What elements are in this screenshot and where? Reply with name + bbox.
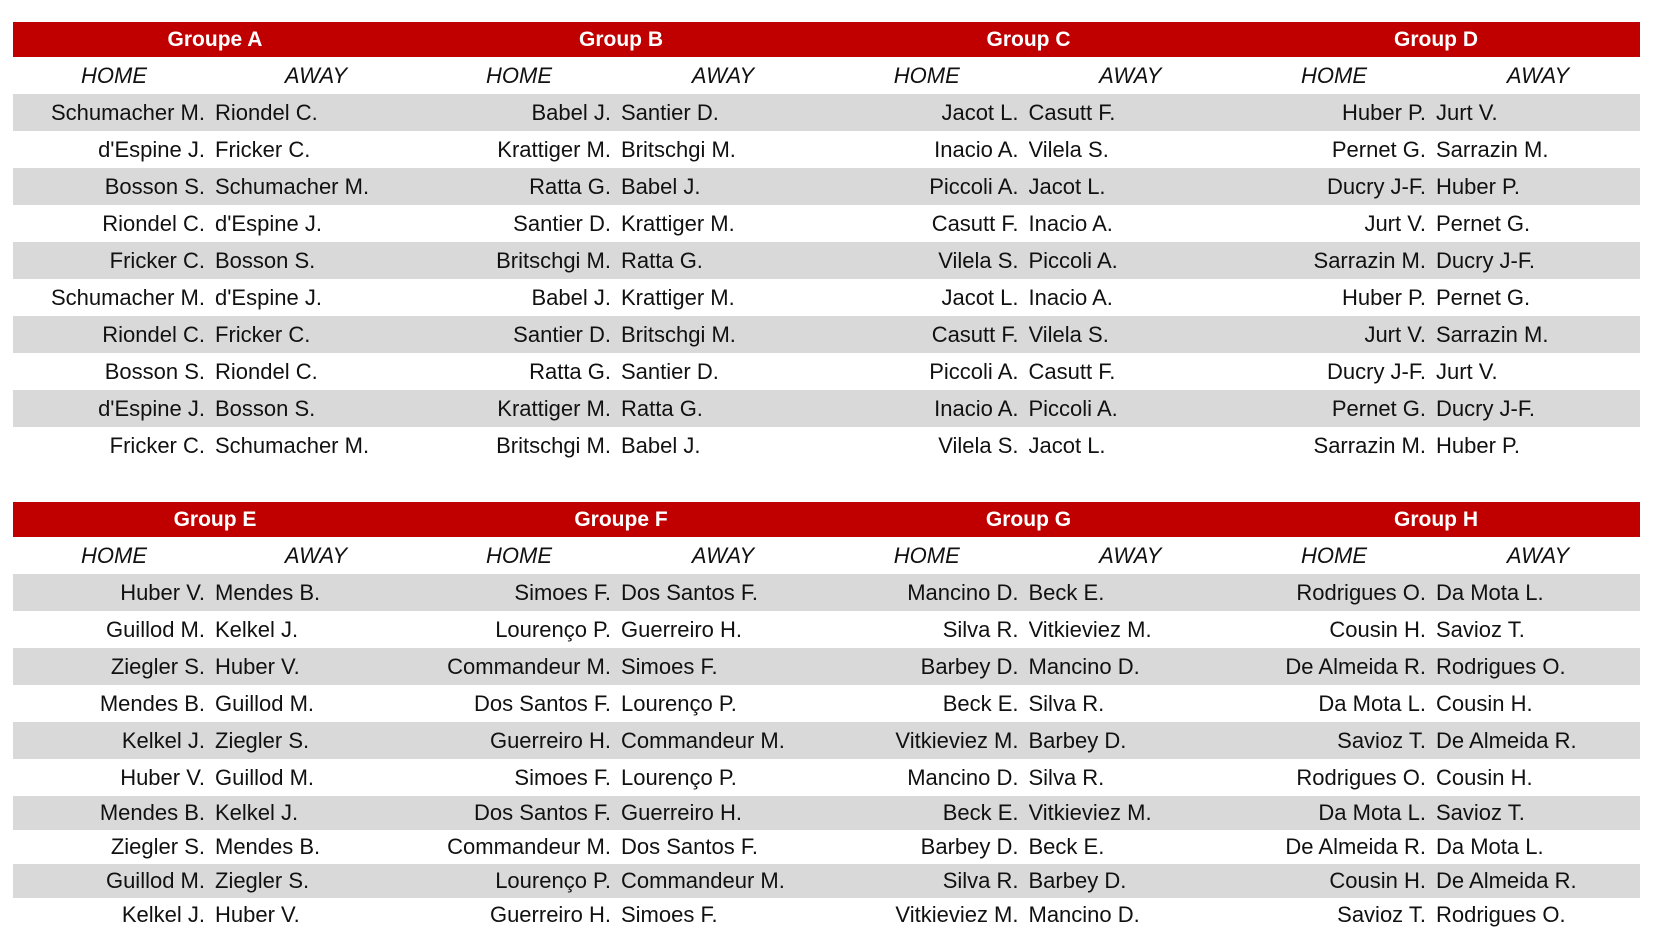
away-player: Ratta G. (621, 248, 703, 273)
away-player: Barbey D. (1028, 728, 1127, 753)
away-player: Inacio A. (1028, 285, 1113, 310)
home-player: Jacot L. (941, 100, 1019, 125)
home-player: Schumacher M. (50, 100, 205, 125)
away-player: Huber P. (1436, 433, 1520, 458)
home-player: Savioz T. (1337, 728, 1426, 753)
home-player: Kelkel J. (121, 728, 205, 753)
away-player: Huber V. (215, 902, 300, 927)
home-player: Mendes B. (99, 691, 205, 716)
home-player: Piccoli A. (929, 174, 1019, 199)
table-row (13, 759, 1640, 796)
away-label: AWAY (284, 543, 348, 568)
away-player: Schumacher M. (215, 433, 370, 458)
home-player: Commandeur M. (447, 654, 611, 679)
home-player: Santier D. (513, 322, 611, 347)
home-player: Guerreiro H. (489, 902, 611, 927)
home-label: HOME (1301, 543, 1367, 568)
away-player: Silva R. (1028, 765, 1105, 790)
away-player: Fricker C. (215, 137, 311, 162)
table-row (13, 353, 1640, 390)
away-player: Sarrazin M. (1436, 322, 1549, 347)
away-player: Dos Santos F. (621, 834, 758, 859)
home-player: Santier D. (513, 211, 611, 236)
home-player: Da Mota L. (1318, 800, 1426, 825)
home-player: Vilela S. (938, 433, 1019, 458)
home-player: Pernet G. (1331, 396, 1426, 421)
away-player: Rodrigues O. (1436, 902, 1566, 927)
home-player: Barbey D. (920, 834, 1019, 859)
column-header-row (13, 537, 1640, 574)
away-player: Santier D. (621, 100, 719, 125)
table-row (13, 316, 1640, 353)
group-header-bar (13, 22, 1640, 57)
away-player: Guerreiro H. (621, 617, 743, 642)
away-player: Babel J. (621, 433, 701, 458)
home-player: Ziegler S. (110, 654, 205, 679)
away-player: Vilela S. (1028, 137, 1109, 162)
table-row (13, 722, 1640, 759)
home-label: HOME (486, 63, 552, 88)
table-row (13, 648, 1640, 685)
home-player: Huber P. (1342, 285, 1426, 310)
home-player: Bosson S. (104, 174, 205, 199)
home-player: Ratta G. (529, 174, 611, 199)
table-row (13, 427, 1640, 464)
away-player: Savioz T. (1436, 800, 1525, 825)
home-player: Ziegler S. (110, 834, 205, 859)
home-player: Huber P. (1342, 100, 1426, 125)
home-player: Kelkel J. (121, 902, 205, 927)
group-title: Group G (985, 508, 1072, 531)
home-player: Cousin H. (1329, 617, 1426, 642)
home-player: Lourenço P. (495, 617, 611, 642)
away-player: Pernet G. (1436, 211, 1531, 236)
home-player: Guillod M. (105, 868, 205, 893)
home-player: Dos Santos F. (474, 800, 611, 825)
home-player: Fricker C. (109, 433, 205, 458)
away-player: Mancino D. (1028, 902, 1140, 927)
away-player: Cousin H. (1436, 765, 1533, 790)
home-label: HOME (893, 63, 960, 88)
away-player: Jacot L. (1028, 433, 1106, 458)
away-player: Da Mota L. (1436, 834, 1544, 859)
home-player: Mendes B. (99, 800, 205, 825)
home-player: Babel J. (531, 285, 611, 310)
away-player: Krattiger M. (621, 211, 735, 236)
away-player: Jurt V. (1436, 100, 1498, 125)
home-player: Fricker C. (109, 248, 205, 273)
away-label: AWAY (1099, 63, 1162, 88)
away-label: AWAY (1506, 63, 1570, 88)
home-player: Guillod M. (105, 617, 205, 642)
home-player: Vilela S. (938, 248, 1019, 273)
home-player: Cousin H. (1329, 868, 1426, 893)
home-player: Beck E. (942, 691, 1019, 716)
home-player: Jacot L. (941, 285, 1019, 310)
away-label: AWAY (1099, 543, 1162, 568)
home-player: d'Espine J. (98, 137, 205, 162)
away-player: Da Mota L. (1436, 580, 1544, 605)
away-player: Mancino D. (1028, 654, 1140, 679)
table-row (13, 131, 1640, 168)
table-row (13, 242, 1640, 279)
home-player: Guerreiro H. (489, 728, 611, 753)
home-player: Rodrigues O. (1296, 765, 1426, 790)
group-title: Group H (1394, 508, 1478, 531)
away-player: Huber V. (215, 654, 300, 679)
away-player: Vitkieviez M. (1028, 800, 1152, 825)
group-title: Group D (1394, 28, 1478, 51)
home-player: Beck E. (942, 800, 1019, 825)
away-player: Mendes B. (215, 580, 321, 605)
away-player: Casutt F. (1028, 359, 1116, 384)
group-title: Groupe F (574, 508, 668, 531)
table-row (13, 279, 1640, 316)
away-player: De Almeida R. (1436, 868, 1577, 893)
group-title: Group E (173, 508, 257, 531)
home-player: Mancino D. (907, 765, 1019, 790)
away-player: Pernet G. (1436, 285, 1531, 310)
home-player: Babel J. (531, 100, 611, 125)
home-label: HOME (81, 543, 147, 568)
home-label: HOME (486, 543, 552, 568)
away-player: Guillod M. (215, 765, 315, 790)
away-player: Kelkel J. (215, 617, 299, 642)
home-label: HOME (81, 63, 147, 88)
home-player: Schumacher M. (50, 285, 205, 310)
away-player: Babel J. (621, 174, 701, 199)
home-player: Bosson S. (104, 359, 205, 384)
away-player: Ducry J-F. (1436, 396, 1535, 421)
away-player: Simoes F. (621, 654, 718, 679)
home-player: Dos Santos F. (474, 691, 611, 716)
away-player: Bosson S. (215, 396, 316, 421)
away-player: Cousin H. (1436, 691, 1533, 716)
away-player: Britschgi M. (621, 137, 736, 162)
table-row (13, 390, 1640, 427)
home-player: Vitkieviez M. (895, 902, 1019, 927)
away-player: Commandeur M. (621, 728, 785, 753)
schedule-bottom (13, 502, 1640, 932)
away-player: Jacot L. (1028, 174, 1106, 199)
home-player: Simoes F. (514, 765, 611, 790)
home-player: Casutt F. (931, 211, 1019, 236)
home-player: Vitkieviez M. (895, 728, 1019, 753)
match-rows (13, 94, 1640, 464)
away-player: Dos Santos F. (621, 580, 758, 605)
table-row (13, 685, 1640, 722)
table-row (13, 898, 1640, 932)
away-label: AWAY (691, 63, 755, 88)
away-player: Kelkel J. (215, 800, 299, 825)
home-player: Lourenço P. (495, 868, 611, 893)
away-player: Ziegler S. (215, 868, 310, 893)
away-player: Bosson S. (215, 248, 316, 273)
away-player: Fricker C. (215, 322, 311, 347)
away-player: Lourenço P. (621, 765, 737, 790)
away-player: Silva R. (1028, 691, 1105, 716)
home-player: Casutt F. (931, 322, 1019, 347)
table-row (13, 205, 1640, 242)
home-player: d'Espine J. (98, 396, 205, 421)
home-player: Commandeur M. (447, 834, 611, 859)
home-player: Piccoli A. (929, 359, 1019, 384)
table-row (13, 168, 1640, 205)
away-player: Barbey D. (1028, 868, 1127, 893)
home-player: Britschgi M. (496, 433, 611, 458)
away-player: Inacio A. (1028, 211, 1113, 236)
table-row (13, 864, 1640, 898)
group-title: Group C (986, 28, 1071, 51)
away-player: De Almeida R. (1436, 728, 1577, 753)
home-label: HOME (1301, 63, 1367, 88)
away-player: Piccoli A. (1028, 396, 1118, 421)
table-row (13, 94, 1640, 131)
table-row (13, 830, 1640, 864)
away-player: d'Espine J. (215, 211, 322, 236)
away-player: Casutt F. (1028, 100, 1116, 125)
away-player: Riondel C. (215, 359, 318, 384)
home-player: Huber V. (120, 765, 205, 790)
match-rows (13, 574, 1640, 932)
home-player: Riondel C. (102, 211, 205, 236)
table-row (13, 796, 1640, 830)
home-player: Sarrazin M. (1313, 248, 1426, 273)
away-player: Sarrazin M. (1436, 137, 1549, 162)
home-label: HOME (893, 543, 960, 568)
home-player: De Almeida R. (1285, 834, 1426, 859)
schedule-top (13, 22, 1640, 464)
away-player: Savioz T. (1436, 617, 1525, 642)
home-player: Silva R. (942, 868, 1019, 893)
away-player: Commandeur M. (621, 868, 785, 893)
away-player: Santier D. (621, 359, 719, 384)
home-player: Mancino D. (907, 580, 1019, 605)
away-player: Mendes B. (215, 834, 321, 859)
home-player: Barbey D. (920, 654, 1019, 679)
away-player: Lourenço P. (621, 691, 737, 716)
home-player: Britschgi M. (496, 248, 611, 273)
away-player: Schumacher M. (215, 174, 370, 199)
away-player: Piccoli A. (1028, 248, 1118, 273)
away-label: AWAY (691, 543, 755, 568)
home-player: Pernet G. (1331, 137, 1426, 162)
away-player: Rodrigues O. (1436, 654, 1566, 679)
column-header-row (13, 57, 1640, 94)
home-player: Silva R. (942, 617, 1019, 642)
away-player: Krattiger M. (621, 285, 735, 310)
away-label: AWAY (284, 63, 348, 88)
away-player: Guillod M. (215, 691, 315, 716)
away-label: AWAY (1506, 543, 1570, 568)
group-header-bar (13, 502, 1640, 537)
home-player: Da Mota L. (1318, 691, 1426, 716)
home-player: Jurt V. (1364, 211, 1426, 236)
table-row (13, 574, 1640, 611)
home-player: Ducry J-F. (1327, 359, 1426, 384)
away-player: d'Espine J. (215, 285, 322, 310)
away-player: Britschgi M. (621, 322, 736, 347)
home-player: Krattiger M. (497, 396, 611, 421)
away-player: Jurt V. (1436, 359, 1498, 384)
home-player: Jurt V. (1364, 322, 1426, 347)
home-player: Savioz T. (1337, 902, 1426, 927)
home-player: Inacio A. (934, 137, 1019, 162)
home-player: Inacio A. (934, 396, 1019, 421)
away-player: Beck E. (1028, 834, 1105, 859)
home-player: Ratta G. (529, 359, 611, 384)
home-player: Ducry J-F. (1327, 174, 1426, 199)
away-player: Guerreiro H. (621, 800, 743, 825)
home-player: Riondel C. (102, 322, 205, 347)
home-player: Sarrazin M. (1313, 433, 1426, 458)
away-player: Huber P. (1436, 174, 1520, 199)
home-player: Simoes F. (514, 580, 611, 605)
home-player: Rodrigues O. (1296, 580, 1426, 605)
table-row (13, 611, 1640, 648)
home-player: De Almeida R. (1285, 654, 1426, 679)
away-player: Simoes F. (621, 902, 718, 927)
away-player: Ducry J-F. (1436, 248, 1535, 273)
away-player: Ratta G. (621, 396, 703, 421)
group-title: Group B (579, 28, 663, 51)
away-player: Beck E. (1028, 580, 1105, 605)
home-player: Huber V. (120, 580, 205, 605)
away-player: Vitkieviez M. (1028, 617, 1152, 642)
away-player: Vilela S. (1028, 322, 1109, 347)
away-player: Riondel C. (215, 100, 318, 125)
group-title: Groupe A (167, 28, 263, 51)
home-player: Krattiger M. (497, 137, 611, 162)
away-player: Ziegler S. (215, 728, 310, 753)
